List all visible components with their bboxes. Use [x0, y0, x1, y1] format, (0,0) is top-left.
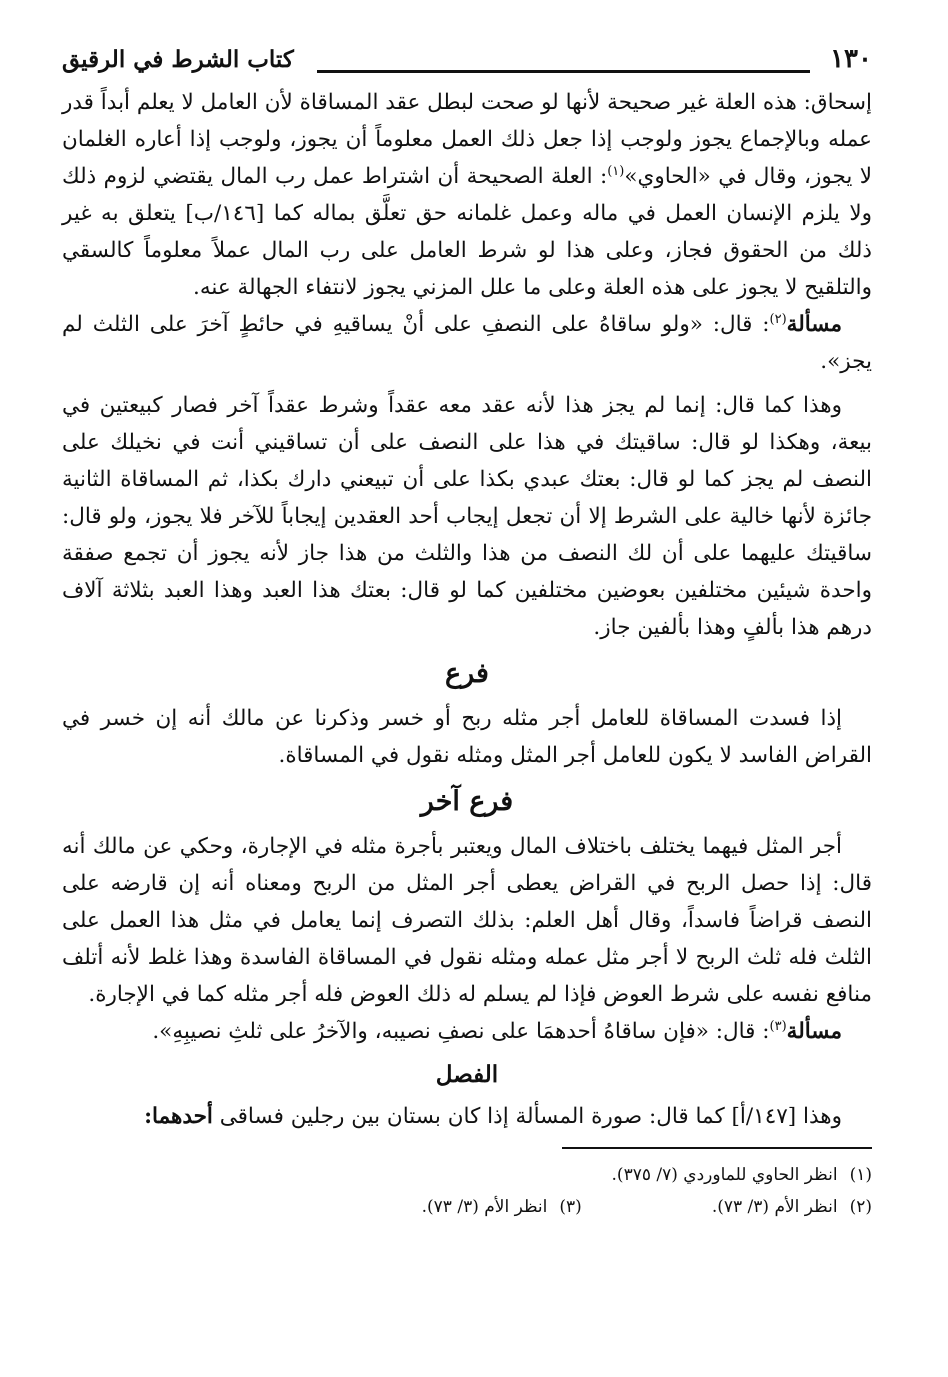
- paragraph-1-rest: : العلة الصحيحة أن اشتراط عمل رب المال يقتضي لزوم ذلك ولا يلزم الإنسان العمل في ماله وعمل غلمانه حق تعلَّق بماله كما [١٤٦/ب] يتعلق به غير ذلك من الحقوق فجاز، وعلى هذا لو شرط العامل على رب المال عملاً معلوماً كالسقي والتلقيح لا يجوز على هذه العلة وعلى ما علل المزني يجوز لانتفاء الجهالة عنه.: [62, 164, 872, 300]
- footnote-ref-1: (١): [607, 163, 625, 179]
- footnote-number: (٣): [559, 1197, 582, 1217]
- masala-3: [62, 1013, 872, 1050]
- header-rule: [317, 70, 810, 73]
- heading-far-akhar: فرع آخر: [420, 786, 514, 817]
- paragraph-1: [62, 84, 872, 306]
- footnotes: [62, 1147, 872, 1223]
- page-number: ١٣٠: [830, 44, 872, 74]
- footnote-ref-3: (٣): [769, 1018, 787, 1034]
- masala-3-text: : قال: «فإن ساقاهُ أحدهمَا على نصفِ نصيبه، والآخرُ على ثلثِ نصيبِهِ».: [152, 1019, 770, 1044]
- paragraph-5-bold: أحدهما: [152, 1104, 213, 1129]
- heading-fasl: الفصل: [435, 1061, 499, 1088]
- masala-2-label: مسألة: [786, 312, 842, 337]
- paragraph-1-text: إسحاق: هذه العلة غير صحيحة لأنها لو صحت لبطل عقد المساقاة لأن العامل لا يعلم أبداً قدر عمله وبالإجماع يجوز ولوجب إذا جعل ذلك العمل معلوماً أن يجوز، ولوجب إذا أعاره الغلمان لا يجوز، وقال في «الحاوي»: [62, 90, 872, 189]
- footnote-number: (٢): [849, 1197, 872, 1217]
- footnote-rule: [562, 1147, 872, 1149]
- paragraph-5-end: :: [144, 1104, 153, 1129]
- heading-far: فرع: [445, 658, 489, 689]
- paragraph-5: [62, 1098, 872, 1135]
- paragraph-5-text: وهذا [١٤٧/أ] كما قال: صورة المسألة إذا كان بستان بين رجلين فساقى: [212, 1104, 842, 1129]
- paragraph-2: وهذا كما قال: إنما لم يجز هذا لأنه عقد معه عقداً وشرط عقداً آخر فصار كبيعتين في بيعة، وهكذا لو قال: ساقيتك في هذا على النصف على أن تساقيني أنت في نخيلك على النصف لم يجز كما لو قال: بعتك عبدي بكذا على أن تبيعني دارك بكذا، ثم المساقاة الثانية جائزة لأنها خالية على الشرط إلا أن تجعل إيجاب أحد العقدين إيجاباً للآخر فلا يجوز، ولو قال: ساقيتك عليهما على أن لك النصف من هذا والثلث من هذا جاز لأنه يجوز أن تجمع صفقة واحدة شيئين مختلفين بعوضين مختلفين كما لو قال: بعتك هذا العبد وهذا العبد بثلاثة آلاف درهم هذا بألفٍ وهذا بألفين جاز.: [62, 393, 872, 640]
- page: [62, 34, 872, 1223]
- footnote-text: انظر الأم (٣/ ٧٣).: [711, 1197, 838, 1217]
- footnote-text: انظر الحاوي للماوردي (٧/ ٣٧٥).: [611, 1165, 838, 1185]
- footnote-text: انظر الأم (٣/ ٧٣).: [421, 1197, 548, 1217]
- footnote-1: [612, 1159, 872, 1191]
- footnote-line-2: [62, 1191, 872, 1223]
- footnote-number: (١): [849, 1165, 872, 1185]
- footnote-ref-2: (٢): [769, 311, 787, 327]
- page-header: [62, 34, 872, 84]
- masala-2: [62, 306, 872, 380]
- masala-3-label: مسألة: [786, 1019, 842, 1044]
- paragraph-3: إذا فسدت المساقاة للعامل أجر مثله ربح أو خسر وذكرنا عن مالك أنه إن خسر في القراض الفاسد لا يكون للعامل أجر المثل ومثله نقول في المساقاة.: [62, 706, 872, 768]
- book-title: كتاب الشرط في الرقيق: [62, 46, 294, 73]
- footnote-line-1: [62, 1159, 872, 1191]
- masala-2-text: : قال: «ولو ساقاهُ على النصفِ على أنْ يساقيهِ في حائطٍ آخرَ على الثلث لم يجز».: [62, 312, 872, 374]
- footnote-2: [712, 1191, 872, 1223]
- footnote-3: [422, 1191, 582, 1223]
- paragraph-4: أجر المثل فيهما يختلف باختلاف المال ويعتبر بأجرة مثله في الإجارة، وحكي عن مالك أنه قال: إذا حصل الربح في القراض يعطى أجر المثل من الربح ومعناه أنه إن قارضه على النصف قراضاً فاسداً، وقال أهل العلم: بذلك التصرف إنما يعامل في مثل هذا العمل على الثلث فله ثلث الربح لا أجر مثل عمله ومثله نقول في المساقاة الفاسدة وهذا غلط لأنه أتلف منافع نفسه على شرط العوض فإذا لم يسلم له ذلك العوض فله أجر مثله كما في الإجارة.: [62, 834, 872, 1007]
